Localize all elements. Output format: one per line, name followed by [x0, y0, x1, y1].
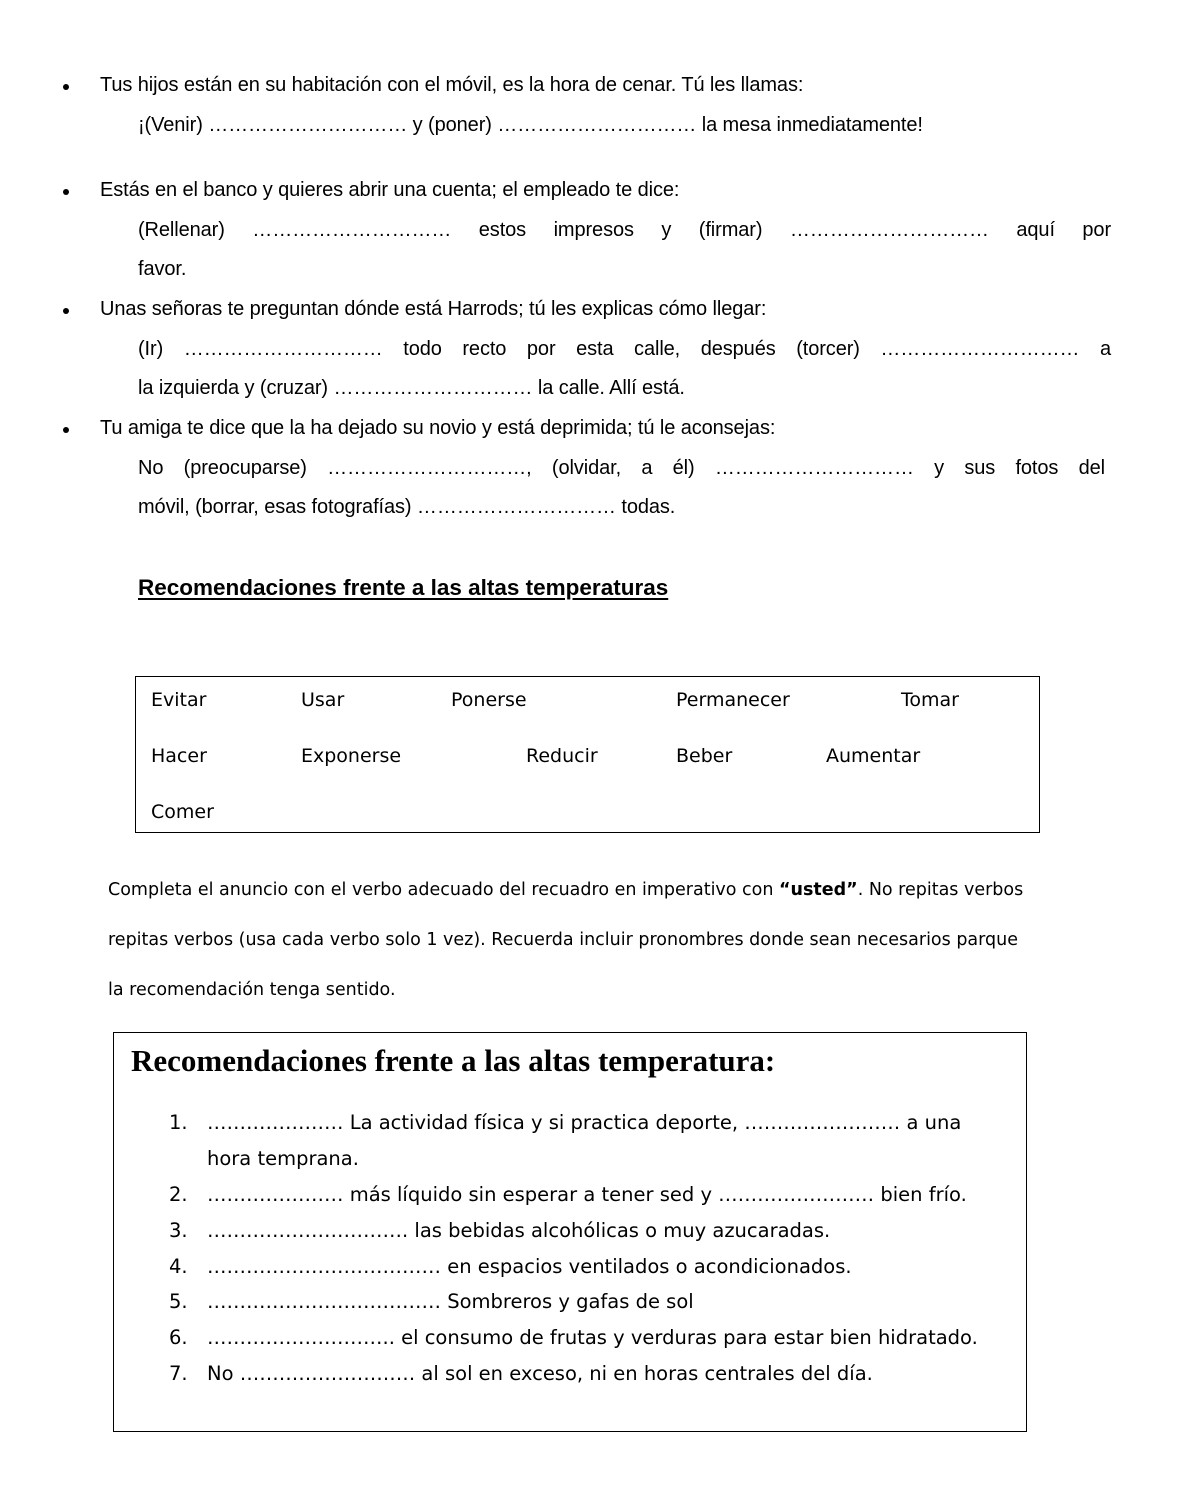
- verb-beber: Beber: [676, 745, 733, 767]
- exercise-1-prompt: Tus hijos están en su habitación con el móvil, es la hora de cenar. Tú les llamas:: [100, 74, 804, 96]
- verb-aumentar: Aumentar: [826, 745, 921, 767]
- recommendation-item-3: 3. …………………………. las bebidas alcohólicas o muy azucaradas.: [169, 1219, 831, 1242]
- verb-ponerse: Ponerse: [451, 689, 527, 711]
- exercise-4-line-2: móvil, (borrar, esas fotografías) ………………………… todas.: [138, 496, 676, 518]
- instructions-line-3: la recomendación tenga sentido.: [108, 980, 396, 1000]
- instructions-line-2: repitas verbos (usa cada verbo solo 1 vez). Recuerda incluir pronombres donde sean necesarios parque: [108, 930, 1019, 950]
- verb-tomar: Tomar: [901, 689, 959, 711]
- exercise-2-line-2: favor.: [138, 258, 187, 280]
- exercise-1-line-1: ¡(Venir) ………………………… y (poner) ………………………… la mesa inmediatamente!: [138, 114, 923, 136]
- verb-permanecer: Permanecer: [676, 689, 790, 711]
- exercise-2-line-1: (Rellenar) ………………………… estos impresos y (firmar) ………………………… aquí por: [138, 219, 1111, 241]
- verb-reducir: Reducir: [526, 745, 598, 767]
- verb-usar: Usar: [301, 689, 345, 711]
- recommendation-item-7: 7. No ……………………… al sol en exceso, ni en horas centrales del día.: [169, 1362, 873, 1385]
- recommendation-item-1-cont: hora temprana.: [207, 1147, 359, 1170]
- verb-box: [135, 676, 1040, 833]
- exercise-4-line-1: No (preocuparse) …………………………, (olvidar, a él) ………………………… y sus fotos del: [138, 457, 1105, 479]
- verb-comer: Comer: [151, 801, 214, 823]
- recommendation-item-5: 5. ……………………………… Sombreros y gafas de sol: [169, 1290, 694, 1313]
- bullet-icon: [63, 84, 69, 90]
- instructions-line-1: Completa el anuncio con el verbo adecuado del recuadro en imperativo con “usted”. No repitas verbos: [108, 880, 1024, 900]
- bullet-icon: [63, 189, 69, 195]
- recommendations-title: Recomendaciones frente a las altas temperatura:: [131, 1043, 776, 1078]
- verb-exponerse: Exponerse: [301, 745, 402, 767]
- recommendation-item-1: 1. ………………… La actividad física y si practica deporte, …………………… a una: [169, 1111, 962, 1134]
- verb-evitar: Evitar: [151, 689, 207, 711]
- section-heading: Recomendaciones frente a las altas temperaturas: [138, 575, 669, 600]
- exercise-4-prompt: Tu amiga te dice que la ha dejado su novio y está deprimida; tú le aconsejas:: [100, 417, 776, 439]
- exercise-3-prompt: Unas señoras te preguntan dónde está Harrods; tú les explicas cómo llegar:: [100, 298, 767, 320]
- exercise-3-line-2: la izquierda y (cruzar) ………………………… la calle. Allí está.: [138, 377, 685, 399]
- exercise-3-line-1: (Ir) ………………………… todo recto por esta calle, después (torcer) ………………………… a: [138, 338, 1111, 360]
- recommendation-item-6: 6. ……………………….. el consumo de frutas y verduras para estar bien hidratado.: [169, 1326, 978, 1349]
- recommendations-box: [113, 1032, 1027, 1432]
- bullet-icon: [63, 427, 69, 433]
- usted-emphasis: “usted”: [779, 880, 858, 900]
- exercise-2-prompt: Estás en el banco y quieres abrir una cuenta; el empleado te dice:: [100, 179, 680, 201]
- recommendation-item-4: 4. ……………………………… en espacios ventilados o acondicionados.: [169, 1255, 852, 1278]
- bullet-icon: [63, 308, 69, 314]
- verb-hacer: Hacer: [151, 745, 207, 767]
- recommendation-item-2: 2. ………………… más líquido sin esperar a tener sed y …………………… bien frío.: [169, 1183, 967, 1206]
